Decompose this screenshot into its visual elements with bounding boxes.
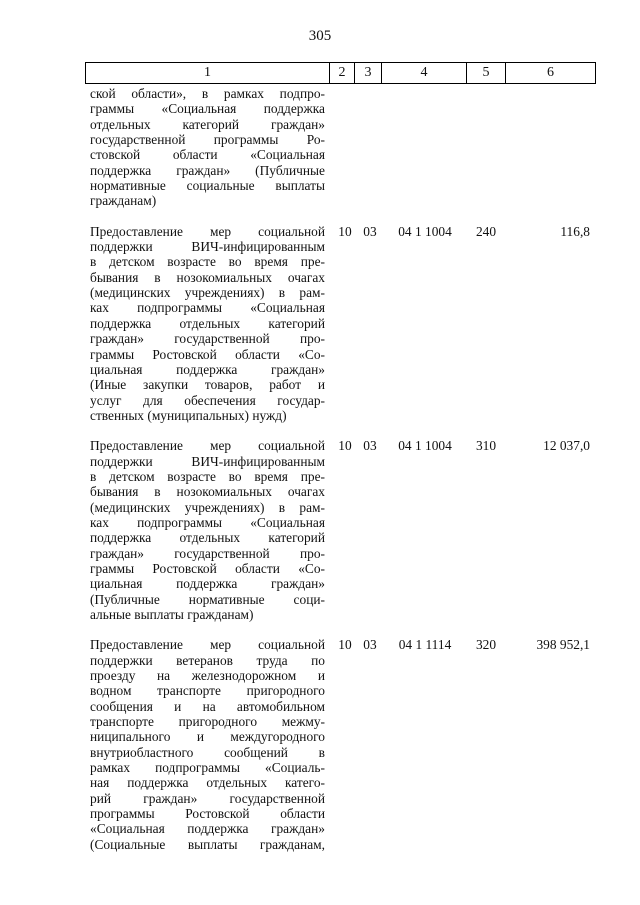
row-description bbox=[85, 86, 327, 209]
description-line: в детском возрасте во время пре- bbox=[90, 468, 325, 484]
row-description bbox=[85, 224, 327, 423]
description-line: ственных (муниципальных) нужд) bbox=[90, 407, 287, 423]
table-row bbox=[85, 438, 596, 622]
table-body bbox=[85, 86, 596, 867]
page-number: 305 bbox=[308, 28, 332, 44]
description-line: услуг для обеспечения государ- bbox=[90, 392, 325, 408]
header-col-3: 3 bbox=[355, 63, 382, 83]
target-article-code: 04 1 1004 bbox=[398, 223, 452, 239]
description-line: транспорте пригородного межму- bbox=[90, 714, 325, 730]
description-line: ках подпрограммы «Социальная bbox=[90, 300, 325, 316]
description-line: граждан» государственной про- bbox=[90, 545, 325, 561]
header-col-6: 6 bbox=[547, 65, 554, 80]
description-line: проезду на железнодорожном и bbox=[90, 668, 325, 684]
description-line: (Иные закупки товаров, работ и bbox=[90, 377, 325, 393]
description-line: поддержки ветеранов труда по bbox=[90, 652, 325, 668]
description-line: (медицинских учреждениях) в рам- bbox=[90, 499, 325, 515]
description-line: поддержки ВИЧ-инфицированным bbox=[90, 453, 325, 469]
target-article-code: 04 1 1114 bbox=[398, 637, 452, 653]
description-line: (медицинских учреждениях) в рам- bbox=[90, 285, 325, 301]
description-line: Предоставление мер социальной bbox=[90, 637, 325, 653]
description-line: бывания в нозокомиальных очагах bbox=[90, 269, 325, 285]
section-code: 10 bbox=[338, 637, 352, 653]
subsection-code: 03 bbox=[363, 438, 377, 454]
table-header bbox=[85, 62, 596, 84]
header-col-1: 1 bbox=[86, 63, 330, 83]
description-line: программы Ростовской области bbox=[90, 806, 325, 822]
description-line: бывания в нозокомиальных очагах bbox=[90, 484, 325, 500]
amount: 12 037,0 bbox=[543, 438, 590, 454]
header-col-5: 5 bbox=[467, 63, 506, 83]
description-line: граммы Ростовской области «Со- bbox=[90, 346, 325, 362]
description-line: поддержка отдельных категорий bbox=[90, 530, 325, 546]
amount: 398 952,1 bbox=[536, 637, 590, 653]
subsection-code: 03 bbox=[363, 223, 377, 239]
description-line: ках подпрограммы «Социальная bbox=[90, 514, 325, 530]
description-line: граммы Ростовской области «Со- bbox=[90, 560, 325, 576]
description-line: рамках подпрограммы «Социаль- bbox=[90, 760, 325, 776]
expense-type-code: 240 bbox=[475, 223, 497, 239]
description-line: гражданам) bbox=[90, 193, 157, 209]
row-description bbox=[85, 438, 327, 622]
amount bbox=[505, 86, 596, 209]
subsection-code: 03 bbox=[363, 637, 377, 653]
description-line: государственной программы Ро- bbox=[90, 132, 325, 148]
description-line: водном транспорте пригородного bbox=[90, 683, 325, 699]
description-line: граммы «Социальная поддержка bbox=[90, 101, 325, 117]
section-code: 10 bbox=[338, 438, 352, 454]
expense-type-code: 310 bbox=[475, 438, 497, 454]
description-line: «Социальная поддержка граждан» bbox=[90, 821, 325, 837]
section-code: 10 bbox=[338, 223, 352, 239]
description-line: поддержки ВИЧ-инфицированным bbox=[90, 239, 325, 255]
table-row bbox=[85, 86, 596, 209]
row-description bbox=[85, 637, 327, 852]
description-line: ской области», в рамках подпро- bbox=[90, 86, 325, 101]
description-line: граждан» государственной про- bbox=[90, 331, 325, 347]
description-line: циальная поддержка граждан» bbox=[90, 361, 325, 377]
description-line: в детском возрасте во время пре- bbox=[90, 254, 325, 270]
description-line: стовской области «Социальная bbox=[90, 147, 325, 163]
expense-type-code bbox=[467, 86, 505, 209]
header-col-4: 4 bbox=[382, 63, 467, 83]
expense-type-code: 320 bbox=[475, 637, 497, 653]
description-line: циальная поддержка граждан» bbox=[90, 576, 325, 592]
description-line: ная поддержка отдельных катего- bbox=[90, 775, 325, 791]
description-line: поддержка отдельных категорий bbox=[90, 315, 325, 331]
description-line: альные выплаты гражданам) bbox=[90, 607, 254, 622]
description-line: поддержка граждан» (Публичные bbox=[90, 162, 325, 178]
amount: 116,8 bbox=[560, 223, 590, 239]
description-line: сообщения и на автомобильном bbox=[90, 698, 325, 714]
description-line: Предоставление мер социальной bbox=[90, 438, 325, 454]
target-article-code: 04 1 1004 bbox=[398, 438, 452, 454]
subsection-code bbox=[357, 86, 383, 209]
description-line: рий граждан» государственной bbox=[90, 790, 325, 806]
description-line: ниципального и междугородного bbox=[90, 729, 325, 745]
table-row bbox=[85, 224, 596, 423]
description-line: (Социальные выплаты гражданам, bbox=[90, 836, 325, 852]
target-article-code bbox=[383, 86, 467, 209]
description-line: отдельных категорий граждан» bbox=[90, 116, 325, 132]
table-row bbox=[85, 637, 596, 852]
section-code bbox=[333, 86, 357, 209]
description-line: нормативные социальные выплаты bbox=[90, 178, 325, 194]
description-line: внутриобластного сообщений в bbox=[90, 744, 325, 760]
description-line: Предоставление мер социальной bbox=[90, 223, 325, 239]
header-col-2: 2 bbox=[330, 63, 355, 83]
description-line: (Публичные нормативные соци- bbox=[90, 591, 325, 607]
